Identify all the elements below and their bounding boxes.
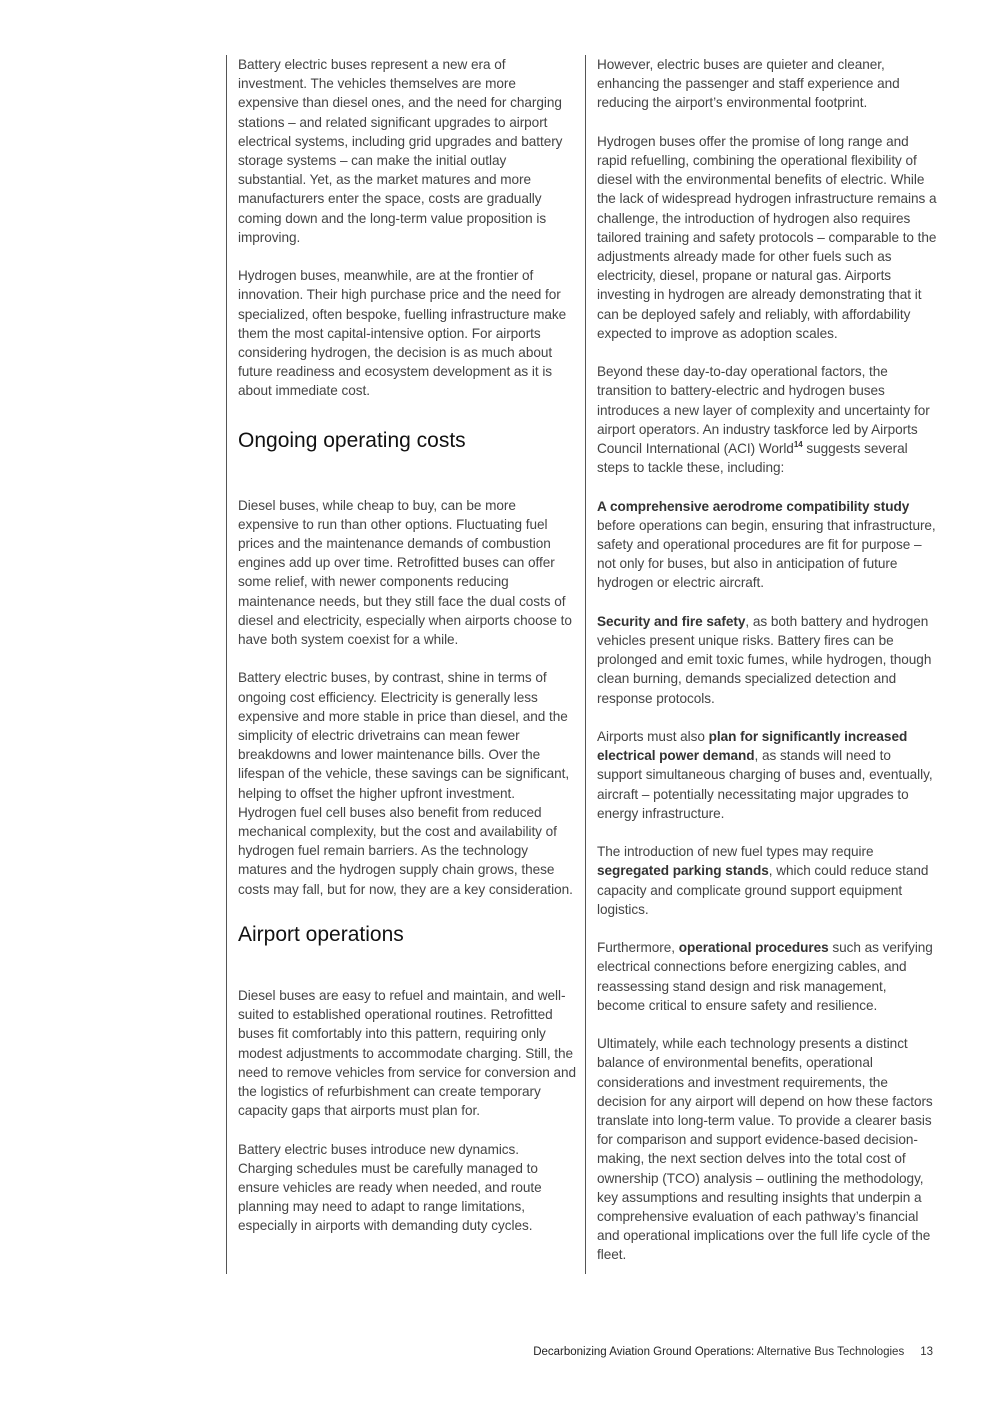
- page-footer: [533, 1346, 933, 1358]
- fire-safety-text: , as both battery and hydrogen vehicles present unique risks. Battery fires can be prolonged and emit toxic fumes, while hydrogen, though clean burning, demands specialized detection and response protocols.: [597, 613, 932, 706]
- footer-title: Decarbonizing Aviation Ground Operations:: [533, 1346, 755, 1358]
- paragraph-diesel-operations: Diesel buses are easy to refuel and maintain, and well-suited to established operational routines. Retrofitted buses fit comfortably into this pattern, requiring only modest adjustments to accommodate charging. Still, the need to remove vehicles from service for conversion and the logistics of refurbishment can create temporary capacity gaps that airports must plan for.: [238, 987, 577, 1119]
- paragraph-parking-stands: [597, 842, 937, 919]
- heading-airport-operations: Airport operations: [238, 922, 404, 946]
- compatibility-study-text: before operations can begin, ensuring that infrastructure, safety and operational procedures are fit for purpose – not only for buses, but also in anticipation of future hydrogen or electric aircraft.: [597, 517, 936, 591]
- paragraph-fire-safety: [597, 612, 937, 708]
- paragraph-power-demand: [597, 727, 937, 823]
- paragraph-battery-investment: Battery electric buses represent a new era of investment. The vehicles themselves are more expensive than diesel ones, and the need for charging stations – and related significant upgrades to airport electrical systems, including grid upgrades and battery storage systems – can make the initial outlay substantial. Yet, as the market matures and more manufacturers enter the space, costs are gradually coming down and the long-term value proposition is improving.: [238, 57, 563, 245]
- power-demand-text: , as stands will need to support simultaneous charging of buses and, eventually, aircraft – potentially necessitating major upgrades to energy infrastructure.: [597, 748, 933, 821]
- bold-parking-stands: segregated parking stands: [597, 863, 769, 879]
- heading-ongoing-operating-costs: Ongoing operating costs: [238, 428, 466, 452]
- paragraph-battery-operations: Battery electric buses introduce new dynamics. Charging schedules must be carefully managed to ensure vehicles are ready when needed, and route planning may need to adapt to range limitations, especially in airports with demanding duty cycles.: [238, 1141, 542, 1234]
- paragraph-compatibility-study: [597, 497, 937, 593]
- footer-subtitle: Alternative Bus Technologies: [754, 1346, 905, 1358]
- right-column: [585, 55, 937, 1274]
- paragraph-conclusion: Ultimately, while each technology presents a distinct balance of environmental benefits, operational considerations and investment requirements, the decision for any airport will depend on how these factors translate into long-term value. To provide a clearer basis for comparison and support evidence-based decision-making, the next section delves into the total cost of ownership (TCO) analysis – outlining the methodology, key assumptions and resulting insights that underpin a comprehensive evaluation of each pathway’s financial and operational implications over the full life cycle of the fleet.: [597, 1036, 933, 1263]
- parking-stands-pre: The introduction of new fuel types may require: [597, 844, 874, 860]
- operational-procedures-text: such as verifying electrical connections before energizing cables, and reassessing stand design and risk management, become critical to ensure safety and resilience.: [597, 940, 933, 1013]
- bold-compatibility-study: A comprehensive aerodrome compatibility study: [597, 498, 910, 514]
- paragraph-hydrogen-operations: Hydrogen buses offer the promise of long range and rapid refuelling, combining the operational flexibility of diesel with the environmental benefits of electric. While the lack of widespread hydrogen infrastructure remains a challenge, the introduction of hydrogen also requires tailored training and safety protocols – comparable to the adjustments already made for other fuels such as electricity, diesel, propane or natural gas. Airports investing in hydrogen are already demonstrating that it can be deployed safely and reliably, with affordability expected to improve as adoption scales.: [597, 133, 937, 341]
- operational-procedures-pre: Furthermore,: [597, 940, 679, 956]
- footnote-reference[interactable]: 14: [793, 440, 803, 450]
- aci-text-after: suggests several steps to tackle these, including:: [597, 441, 908, 476]
- paragraph-electric-benefits: However, electric buses are quieter and cleaner, enhancing the passenger and staff experience and reducing the airport’s environmental footprint.: [597, 57, 900, 111]
- aci-text-before: Beyond these day-to-day operational factors, the transition to battery-electric and hydrogen buses introduces a new layer of complexity and uncertainty for airport operators. An industry taskforce led by Airports Council International (ACI) World: [597, 364, 930, 457]
- paragraph-aci-taskforce: [597, 362, 937, 477]
- parking-stands-text: , which could reduce stand capacity and complicate ground support equipment logistics.: [597, 863, 929, 917]
- bold-power-demand: plan for significantly increased electrical power demand: [597, 729, 908, 764]
- paragraph-hydrogen-investment: Hydrogen buses, meanwhile, are at the frontier of innovation. Their high purchase price and the need for specialized, often bespoke, fuelling infrastructure make them the most capital-intensive option. For airports considering hydrogen, the decision is as much about future readiness and ecosystem development as it is about immediate cost.: [238, 268, 567, 399]
- paragraph-diesel-operating-costs: Diesel buses, while cheap to buy, can be more expensive to run than other options. Fluctuating fuel prices and the maintenance demands of combustion engines add up over time. Retrofitted buses can offer some relief, with newer components reducing maintenance needs, but they still face the dual costs of diesel and electricity, especially when airports choose to have both system coexist for a while.: [238, 497, 572, 648]
- bold-fire-safety: Security and fire safety: [597, 613, 746, 629]
- paragraph-battery-operating-costs: Battery electric buses, by contrast, shine in terms of ongoing cost efficiency. Electricity is generally less expensive and more stable in price than diesel, and the simplicity of electric drivetrains can mean fewer breakdowns and lower maintenance bills. Over the lifespan of the vehicle, these savings can be significant, helping to offset the higher upfront investment. Hydrogen fuel cell buses also benefit from reduced mechanical complexity, but the cost and availability of hydrogen fuel remain barriers. As the technology matures and the hydrogen supply chain grows, these costs may fall, but for now, they are a key consideration.: [238, 670, 573, 897]
- power-demand-pre: Airports must also: [597, 729, 709, 745]
- bold-operational-procedures: operational procedures: [678, 940, 829, 956]
- paragraph-operational-procedures: [597, 938, 937, 1015]
- left-column: [226, 55, 576, 1274]
- page-number: 13: [920, 1346, 933, 1358]
